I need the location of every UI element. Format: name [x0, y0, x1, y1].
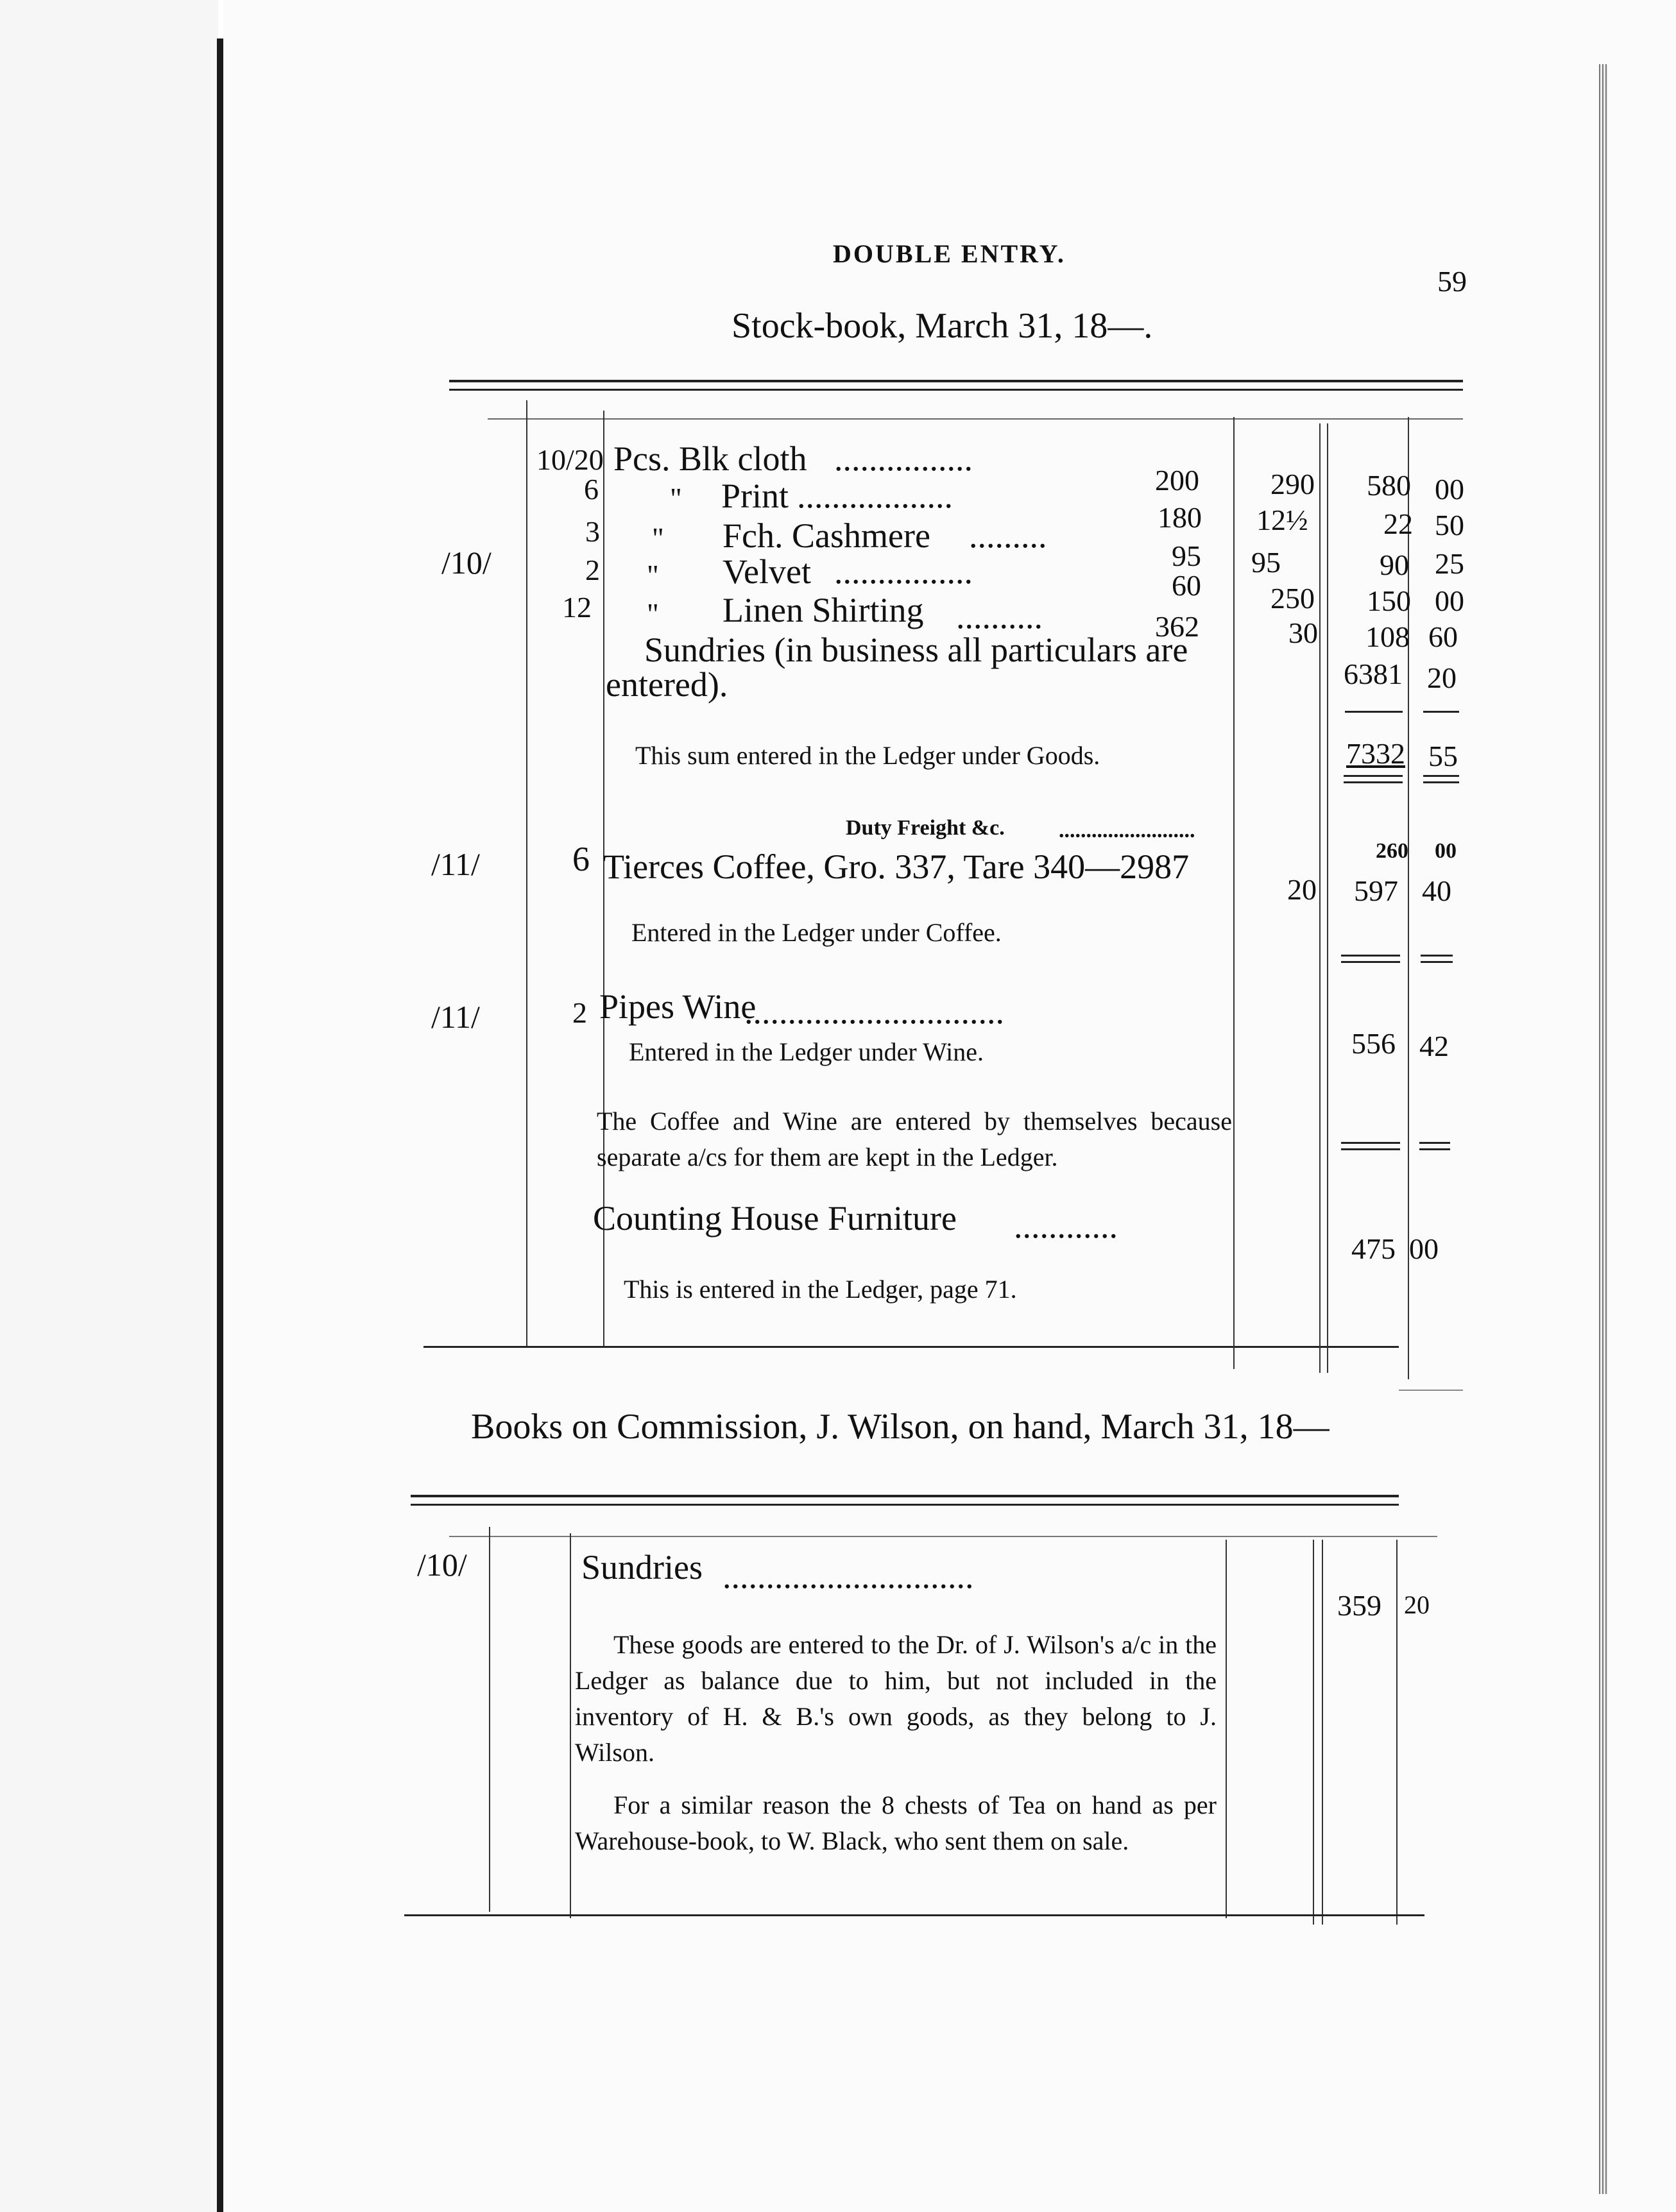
- wine-qty: 2: [572, 996, 587, 1029]
- sundries-line-1: Sundries (in business all particulars are: [644, 631, 1188, 669]
- sundries-amount: 6381: [1344, 658, 1403, 690]
- page-edge: [1599, 64, 1608, 2194]
- wine-item: Pipes Wine: [599, 987, 757, 1026]
- sundries-leaders: .............................: [723, 1557, 974, 1595]
- page-gutter: [217, 38, 223, 2212]
- duty-leaders: .........................: [1059, 819, 1195, 842]
- section1-bottom-rule: [423, 1346, 1399, 1348]
- col-rule-cents: [1396, 1540, 1398, 1925]
- furniture-cents: 00: [1409, 1232, 1439, 1265]
- row-leaders: ................: [834, 552, 973, 591]
- sundries-line-2: entered).: [606, 665, 728, 704]
- row-amount: 22: [1383, 507, 1413, 540]
- total-note: This sum entered in the Ledger under Goods.: [635, 741, 1100, 770]
- total-double-rule: [1344, 775, 1403, 777]
- coffee-double-rule-cents-2: [1421, 961, 1453, 963]
- double-rule-top-2: [449, 389, 1463, 391]
- wine-note: Entered in the Ledger under Wine.: [629, 1037, 984, 1066]
- furniture-amount: 475: [1351, 1232, 1396, 1265]
- duty-amount: 260: [1376, 839, 1408, 863]
- row-leaders: ..................: [797, 477, 953, 515]
- row-rate: 250: [1270, 582, 1315, 615]
- row-amount: 90: [1380, 549, 1409, 581]
- row-leaders: ..........: [956, 597, 1043, 636]
- row-measure: 180: [1158, 501, 1202, 534]
- coffee-double-rule-2: [1341, 961, 1400, 963]
- col-rule-qty: [570, 1533, 571, 1918]
- coffee-qty: 6: [572, 840, 590, 878]
- running-head: DOUBLE ENTRY.: [833, 239, 1066, 268]
- row-cents: 00: [1435, 473, 1464, 506]
- row-amount: 150: [1367, 584, 1411, 617]
- col-rule-amount-left: [1319, 423, 1321, 1373]
- row-rate: 95: [1251, 546, 1281, 579]
- row-qty: 3: [585, 515, 600, 548]
- col-rule-rate: [1226, 1540, 1227, 1918]
- row-qty: 10/20: [536, 443, 604, 476]
- row-rate: 290: [1270, 468, 1315, 500]
- double-rule-top: [449, 380, 1463, 382]
- col-rule-amount-left-2: [1327, 423, 1328, 1373]
- page-number: 59: [1437, 265, 1467, 298]
- date-ref: /11/: [431, 846, 480, 882]
- col-rule-rate: [1233, 417, 1235, 1369]
- wine-double-rule-cents-2: [1419, 1148, 1450, 1150]
- row-cents: 25: [1435, 547, 1464, 580]
- coffee-double-rule: [1341, 955, 1400, 957]
- row-measure: 95: [1172, 540, 1201, 572]
- sundries-cents: 20: [1404, 1590, 1430, 1619]
- commission-note-1: These goods are entered to the Dr. of J. Wilson's a/c in the Ledger as balance due to him, but not included in the inventory of H. & B.'s own goods, as they belong to J. Wilson.: [575, 1630, 1217, 1767]
- date-ref: /10/: [417, 1547, 467, 1583]
- ditto-mark: ": [652, 522, 664, 554]
- total-rule-cents: [1423, 711, 1459, 713]
- commission-note-2: For a similar reason the 8 chests of Tea on hand as per Warehouse-book, to W. Black, who sent them on sale.: [575, 1791, 1217, 1855]
- ditto-mark: ": [670, 482, 682, 515]
- total-rule: [1345, 711, 1403, 713]
- section2-head-rule: [449, 1536, 1437, 1537]
- row-cents: 60: [1428, 620, 1458, 653]
- total-double-rule-2: [1344, 781, 1403, 783]
- coffee-double-rule-cents: [1421, 955, 1453, 957]
- coffee-amount: 597: [1354, 874, 1398, 907]
- row-qty: 2: [585, 554, 600, 586]
- column-head-rule: [488, 418, 1463, 420]
- total-double-rule-cents: [1423, 775, 1459, 777]
- ditto-mark: ": [647, 559, 659, 591]
- row-qty: 12: [562, 591, 592, 624]
- left-page-leaf: [0, 0, 218, 2212]
- furniture-item: Counting House Furniture: [593, 1199, 957, 1238]
- furniture-note: This is entered in the Ledger, page 71.: [624, 1275, 1017, 1304]
- wine-double-rule-2: [1341, 1148, 1400, 1150]
- row-item: Pcs. Blk cloth: [613, 439, 807, 478]
- row-rate: 30: [1288, 617, 1318, 649]
- row-measure: 200: [1155, 464, 1199, 497]
- section2-double-rule: [411, 1495, 1399, 1497]
- duty-cents: 00: [1435, 839, 1457, 863]
- sundries-item: Sundries: [581, 1548, 703, 1587]
- separate-accounts-note: The Coffee and Wine are entered by themselves because separate a/cs for them are kept in the Ledger.: [597, 1107, 1232, 1171]
- duty-label: Duty Freight &c.: [846, 816, 1005, 840]
- row-qty: 6: [584, 473, 599, 506]
- row-leaders: ................: [834, 439, 973, 478]
- col-rule-date: [526, 400, 527, 1346]
- total-cents: 55: [1428, 740, 1458, 772]
- coffee-item: Tierces Coffee, Gro. 337, Tare 340—2987: [603, 847, 1190, 886]
- col-rule-amount-left: [1313, 1540, 1314, 1925]
- row-item: Fch. Cashmere: [723, 516, 930, 555]
- col-rule-date: [489, 1527, 490, 1912]
- wine-cents: 42: [1419, 1030, 1449, 1062]
- section-title-stock-book: Stock-book, March 31, 18—.: [731, 306, 1153, 346]
- row-amount: 580: [1367, 469, 1411, 502]
- section1-bottom-rule-tail: [1399, 1390, 1463, 1391]
- section-title-commission: Books on Commission, J. Wilson, on hand, March 31, 18—: [471, 1407, 1330, 1447]
- coffee-cents: 40: [1422, 874, 1451, 907]
- date-ref: /11/: [431, 999, 480, 1035]
- row-measure: 362: [1155, 610, 1199, 643]
- total-double-rule-cents-2: [1423, 781, 1459, 783]
- coffee-note: Entered in the Ledger under Coffee.: [631, 918, 1002, 947]
- row-rate: 12½: [1256, 504, 1308, 536]
- row-item: Velvet: [723, 552, 811, 591]
- wine-double-rule: [1341, 1142, 1400, 1144]
- row-item: Linen Shirting: [723, 591, 924, 629]
- date-ref: /10/: [441, 545, 492, 581]
- row-cents: 50: [1435, 509, 1464, 541]
- row-cents: 00: [1435, 584, 1464, 617]
- section2-double-rule-2: [411, 1504, 1399, 1506]
- wine-leaders: ..............................: [744, 992, 1004, 1031]
- section2-bottom-rule: [404, 1914, 1424, 1916]
- wine-amount: 556: [1351, 1027, 1396, 1060]
- ditto-mark: ": [647, 597, 659, 630]
- coffee-rate: 20: [1287, 873, 1317, 906]
- col-rule-amount-left-2: [1322, 1540, 1323, 1925]
- row-amount: 108: [1365, 620, 1410, 653]
- sundries-cents: 20: [1427, 661, 1457, 694]
- row-leaders: .........: [969, 516, 1047, 555]
- wine-double-rule-cents: [1419, 1142, 1450, 1144]
- sundries-amount: 359: [1337, 1589, 1381, 1622]
- furniture-leaders: ............: [1014, 1207, 1118, 1245]
- row-item: Print: [721, 477, 789, 515]
- total-amount: 7332: [1346, 737, 1405, 770]
- row-measure: 60: [1172, 569, 1201, 602]
